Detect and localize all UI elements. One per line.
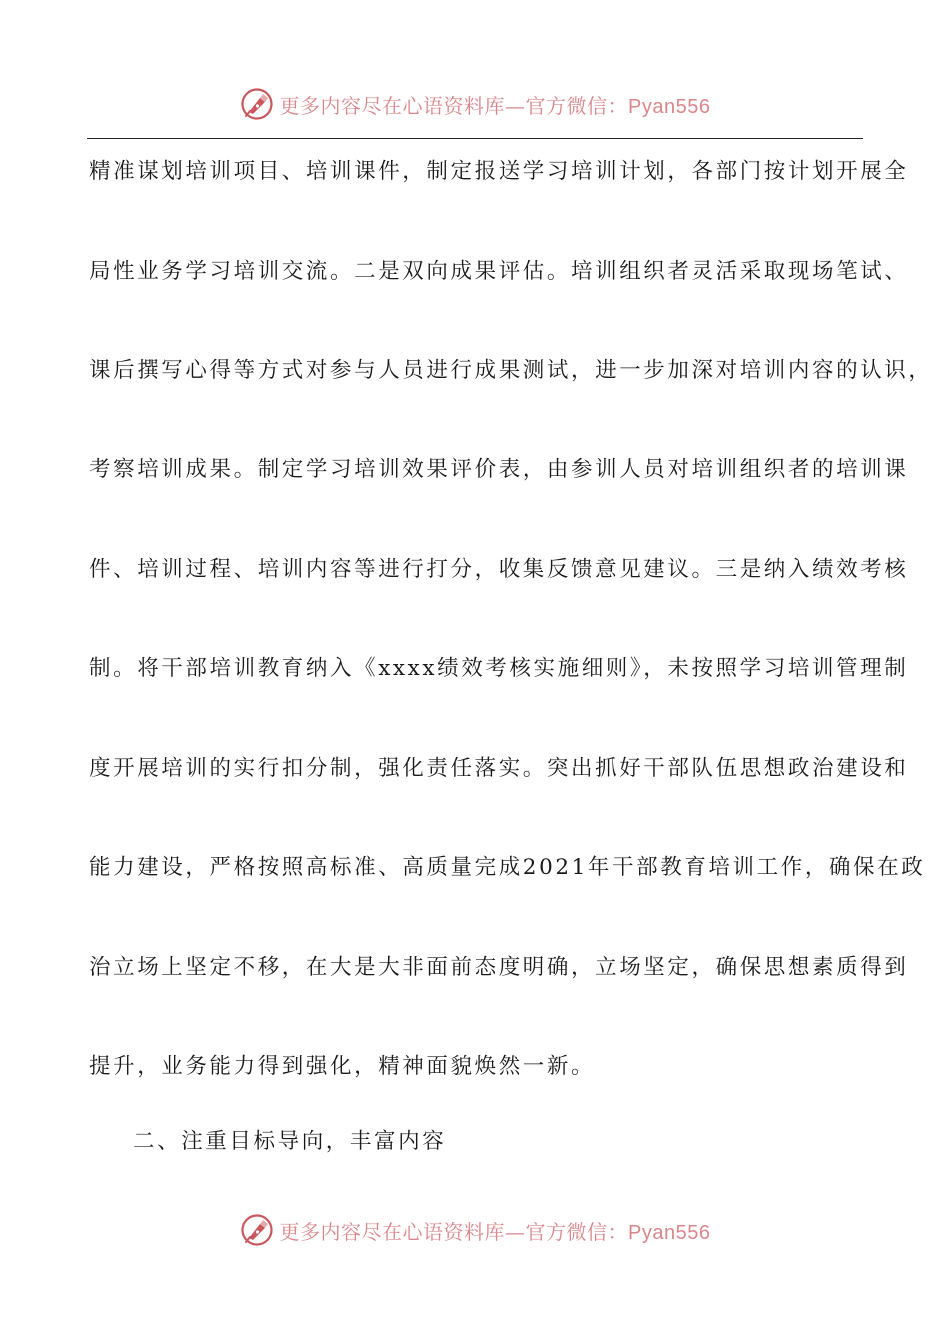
banner-text: 更多内容尽在心语资料库—官方微信：Pyan556: [279, 1219, 711, 1244]
wechat-id: Pyan556: [628, 95, 711, 118]
paragraph-line: 制。将干部培训教育纳入《xxxx绩效考核实施细则》，未按照学习培训管理制: [89, 656, 909, 681]
pen-nib-circle-icon: [240, 1213, 274, 1247]
banner-text: 更多内容尽在心语资料库—官方微信：Pyan556: [279, 93, 711, 118]
paragraph-line: 治立场上坚定不移，在大是大非面前态度明确，立场坚定，确保思想素质得到: [89, 955, 909, 980]
paragraph-line: 考察培训成果。制定学习培训效果评价表，由参训人员对培训组织者的培训课: [89, 457, 909, 482]
paragraph-line: 提升，业务能力得到强化，精神面貌焕然一新。: [89, 1054, 596, 1079]
header-banner: [0, 84, 950, 124]
paragraph-line: 精准谋划培训项目、培训课件，制定报送学习培训计划，各部门按计划开展全: [89, 159, 909, 184]
footer-banner: [0, 1210, 950, 1250]
paragraph-line: 度开展培训的实行扣分制，强化责任落实。突出抓好干部队伍思想政治建设和: [89, 756, 909, 781]
paragraph-line: 件、培训过程、培训内容等进行打分，收集反馈意见建议。三是纳入绩效考核: [89, 557, 909, 582]
header-divider: [87, 138, 863, 139]
section-heading: 二、注重目标导向，丰富内容: [133, 1129, 447, 1154]
paragraph-line: 课后撰写心得等方式对参与人员进行成果测试，进一步加深对培训内容的认识，: [89, 358, 933, 383]
paragraph-line: 能力建设，严格按照高标准、高质量完成2021年干部教育培训工作，确保在政: [89, 855, 926, 880]
paragraph-line: 局性业务学习培训交流。二是双向成果评估。培训组织者灵活采取现场笔试、: [89, 259, 909, 284]
pen-nib-circle-icon: [240, 87, 274, 121]
wechat-id: Pyan556: [628, 1221, 711, 1244]
